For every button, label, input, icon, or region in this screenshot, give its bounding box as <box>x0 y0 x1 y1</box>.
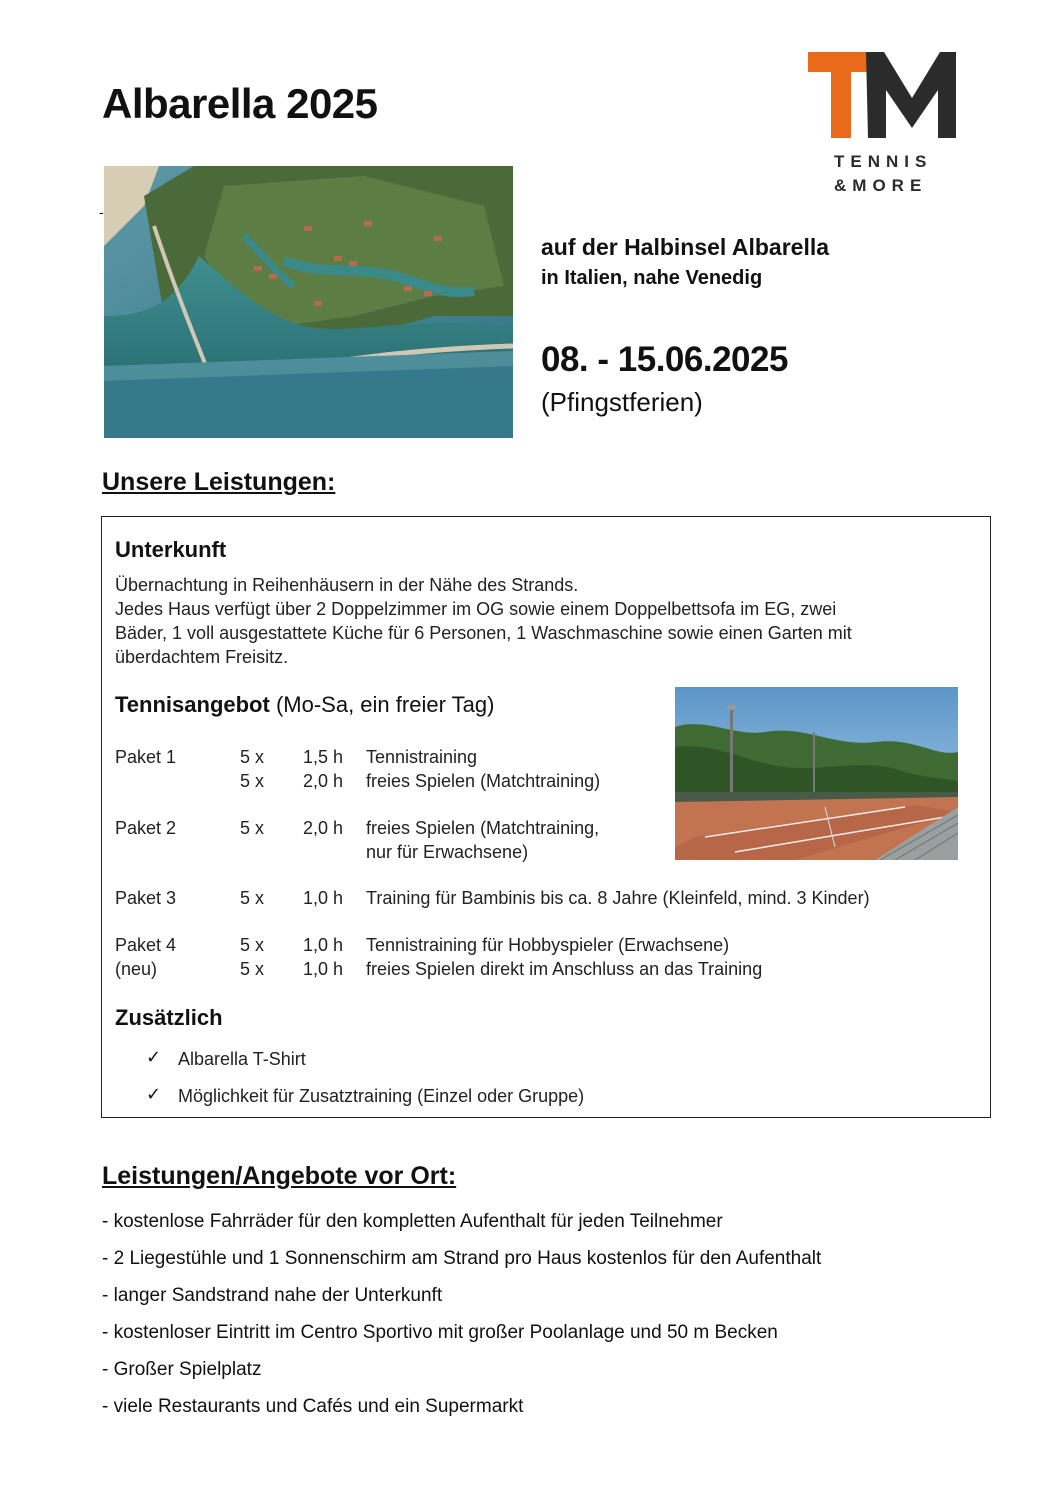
accommodation-line: Übernachtung in Reihenhäusern in der Nähe des Strands. <box>115 575 579 595</box>
extras-item: Albarella T-Shirt <box>178 1049 306 1069</box>
checkmark-icon: ✓ <box>146 1084 162 1104</box>
package-label: Paket 3 <box>115 888 177 908</box>
package-desc: Tennistraining <box>366 747 478 767</box>
package-label: Paket 4 <box>115 935 177 955</box>
package-hours: 2,0 h <box>303 818 344 838</box>
package-count: 5 x <box>240 818 265 838</box>
onsite-heading: Leistungen/Angebote vor Ort: <box>102 1162 457 1190</box>
travel-dates: 08. - 15.06.2025 <box>541 340 788 379</box>
accommodation-line: Bäder, 1 voll ausgestattete Küche für 6 Personen, 1 Waschmaschine sowie einen Garten mit <box>115 623 852 643</box>
package-desc: freies Spielen direkt im Anschluss an das Training <box>366 959 763 979</box>
package-count: 5 x <box>240 771 265 791</box>
checkmark-icon: ✓ <box>146 1047 162 1067</box>
onsite-item: - viele Restaurants und Cafés und ein Supermarkt <box>102 1396 524 1417</box>
package-label: Paket 2 <box>115 818 177 838</box>
onsite-item: - Großer Spielplatz <box>102 1359 262 1380</box>
tennis-heading-note: (Mo-Sa, ein freier Tag) <box>275 692 495 717</box>
logo-text-more: &MORE <box>834 176 928 195</box>
accommodation-line: Jedes Haus verfügt über 2 Doppelzimmer im OG sowie einem Doppelbettsofa im EG, zwei <box>115 599 837 619</box>
logo-text-tennis: TENNIS <box>834 152 933 171</box>
page-title: Albarella 2025 <box>102 80 378 127</box>
package-hours: 1,0 h <box>303 888 344 908</box>
package-count: 5 x <box>240 888 265 908</box>
tennis-heading-row <box>115 692 494 718</box>
subtitle-peninsula: auf der Halbinsel Albarella <box>541 234 830 260</box>
package-desc: freies Spielen (Matchtraining) <box>366 771 601 791</box>
onsite-item: - kostenlose Fahrräder für den kompletten Aufenthalt für jeden Teilnehmer <box>102 1211 723 1232</box>
onsite-item: - 2 Liegestühle und 1 Sonnenschirm am Strand pro Haus kostenlos für den Aufenthalt <box>102 1248 822 1269</box>
extras-item: Möglichkeit für Zusatztraining (Einzel oder Gruppe) <box>178 1086 585 1106</box>
stray-dash: - <box>99 204 104 220</box>
package-desc: Training für Bambinis bis ca. 8 Jahre (Kleinfeld, mind. 3 Kinder) <box>366 888 870 908</box>
tennis-heading: Tennisangebot <box>115 692 270 717</box>
accommodation-heading: Unterkunft <box>115 537 227 562</box>
package-desc: freies Spielen (Matchtraining, <box>366 818 600 838</box>
package-count: 5 x <box>240 959 265 979</box>
package-hours: 1,0 h <box>303 935 344 955</box>
extras-heading: Zusätzlich <box>115 1005 223 1030</box>
tennis-court-photo <box>675 687 958 860</box>
onsite-item: - langer Sandstrand nahe der Unterkunft <box>102 1285 443 1306</box>
package-count: 5 x <box>240 747 265 767</box>
onsite-item: - kostenloser Eintritt im Centro Sportivo mit großer Poolanlage und 50 m Becken <box>102 1322 778 1343</box>
package-desc: nur für Erwachsene) <box>366 842 529 862</box>
holiday-note: (Pfingstferien) <box>541 387 703 417</box>
package-count: 5 x <box>240 935 265 955</box>
package-hours: 1,0 h <box>303 959 344 979</box>
package-desc: Tennistraining für Hobbyspieler (Erwachsene) <box>366 935 730 955</box>
package-hours: 2,0 h <box>303 771 344 791</box>
aerial-photo-albarella <box>104 166 513 438</box>
services-heading: Unsere Leistungen: <box>102 468 336 496</box>
package-label: Paket 1 <box>115 747 177 767</box>
tennis-and-more-logo <box>808 52 958 202</box>
accommodation-line: überdachtem Freisitz. <box>115 647 289 667</box>
subtitle-location: in Italien, nahe Venedig <box>541 267 763 289</box>
package-hours: 1,5 h <box>303 747 344 767</box>
package-label-new: (neu) <box>115 959 158 979</box>
